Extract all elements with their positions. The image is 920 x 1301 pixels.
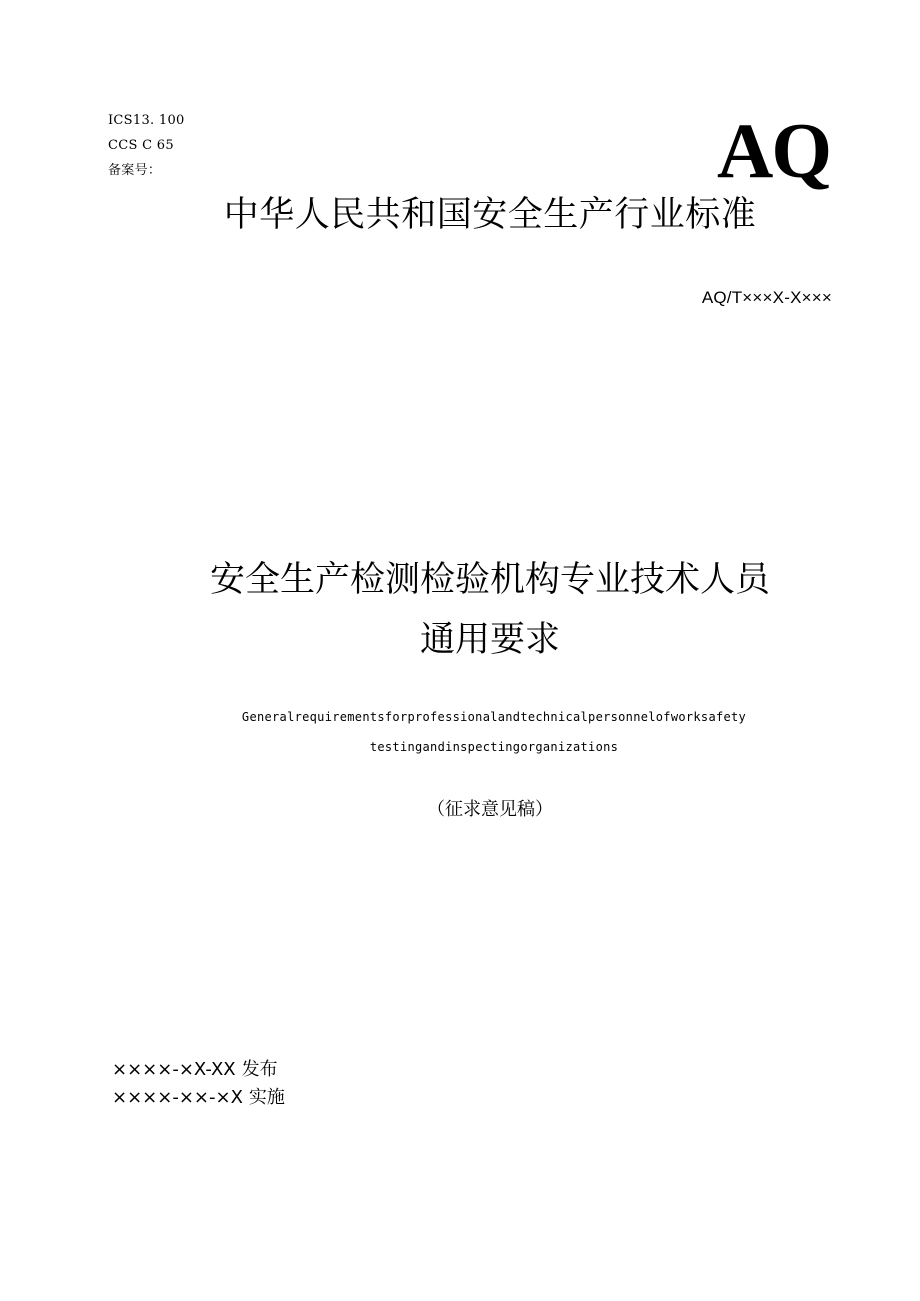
implement-date: ××××-××-×X (112, 1087, 243, 1108)
publish-date-line (112, 1058, 278, 1082)
standard-code: AQ/T×××X-X××× (701, 288, 832, 307)
aq-logo: AQ (717, 107, 830, 194)
filing-number-label: 备案号： (108, 163, 162, 178)
document-title-line-2: 通用要求 (419, 620, 560, 660)
publish-label: 发布 (241, 1059, 278, 1080)
publish-date: ××××-×X-XX (112, 1059, 236, 1080)
document-title-line-1: 安全生产检测检验机构专业技术人员 (209, 560, 770, 600)
ics-code: ICS13. 100 (108, 113, 185, 128)
implement-label: 实施 (248, 1087, 285, 1108)
implement-date-line (112, 1086, 285, 1110)
english-title-line-1: Generalrequirementsforprofessionalandtechnicalpersonnelofworksafety (241, 710, 747, 724)
ccs-code: CCS C 65 (108, 138, 174, 153)
draft-status: （征求意见稿） (427, 799, 553, 820)
english-title-line-2: testingandinspectingorganizations (369, 740, 619, 754)
standard-category-title: 中华人民共和国安全生产行业标准 (223, 195, 757, 235)
